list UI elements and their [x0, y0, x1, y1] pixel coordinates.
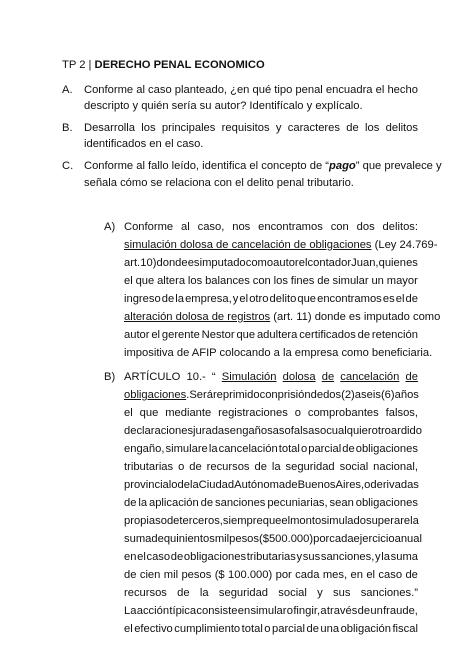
answer-a-line-3: [124, 256, 418, 270]
word: terceros,: [179, 515, 223, 527]
word: de: [285, 479, 298, 491]
word: sus: [333, 587, 351, 599]
question-b-line-2: identificados en el caso.: [84, 138, 204, 150]
word: reprimido: [212, 389, 260, 401]
word: y: [296, 551, 303, 563]
word: encuadra: [325, 84, 373, 96]
word: de: [317, 275, 330, 287]
word: art.: [124, 257, 141, 269]
word: fiscal: [392, 623, 418, 635]
word: otro: [371, 425, 391, 437]
word: parcial: [308, 443, 342, 455]
word: aplicación: [148, 497, 199, 509]
word: obligación: [340, 623, 391, 635]
word: en: [237, 605, 251, 617]
answer-b-line-13: [124, 586, 418, 600]
word: o: [160, 515, 167, 527]
word: fines: [290, 275, 315, 287]
word: sanciones.”: [360, 587, 418, 599]
word: acción: [136, 605, 170, 617]
word: de: [177, 587, 190, 599]
word: de: [189, 461, 202, 473]
question-b-label: B.: [62, 122, 73, 134]
word: Ciudad: [198, 479, 235, 491]
answer-b-line-9: [124, 514, 418, 528]
word: con: [330, 221, 349, 233]
word: engaño,: [124, 443, 165, 455]
word: obligaciones: [183, 551, 247, 563]
word: Simulación: [221, 371, 277, 383]
answer-a-line-5: [124, 292, 418, 306]
word: gerente: [161, 329, 200, 341]
word: de: [161, 293, 175, 305]
title-main: DERECHO PENAL ECONOMICO: [94, 59, 265, 71]
word: quien: [378, 257, 406, 269]
word: declaraciones: [124, 425, 194, 437]
word: o: [284, 425, 291, 437]
word: Juan,: [351, 257, 379, 269]
word: planteado,: [174, 84, 228, 96]
word: total: [278, 443, 300, 455]
word: y: [232, 293, 239, 305]
word: caso: [378, 569, 403, 581]
word: que: [236, 329, 256, 341]
word: simulado: [321, 515, 366, 527]
word: o: [364, 479, 371, 491]
word: por: [313, 533, 330, 545]
word: Buenos: [297, 479, 336, 491]
word: requisitos: [221, 122, 270, 134]
word: la: [381, 551, 390, 563]
word: Nestor: [201, 329, 235, 341]
question-c-line-2: señala cómo se relaciona con el delito penal tributario.: [84, 177, 354, 189]
word: que: [135, 275, 155, 287]
word: obligaciones: [355, 497, 418, 509]
answer-a-line-7: [124, 328, 418, 342]
word: simular: [250, 605, 287, 617]
word: seguridad: [218, 587, 269, 599]
word: cualquier: [326, 425, 372, 437]
word: o: [300, 443, 308, 455]
word: mil: [214, 533, 230, 545]
word: al: [136, 84, 145, 96]
word: al: [181, 221, 190, 233]
answer-a-line-6-rest: (art. 11) donde es imputado como: [270, 311, 441, 323]
word: el: [239, 293, 249, 305]
question-c-text-a: Conforme al fallo leído, identifica el concepto de “: [84, 160, 330, 172]
word: delito: [269, 293, 297, 305]
word: la: [175, 293, 184, 305]
word: es: [187, 257, 200, 269]
question-c-label: C.: [62, 160, 74, 172]
word: nos: [232, 221, 251, 233]
word: o: [264, 623, 271, 635]
word: otro: [249, 293, 269, 305]
answer-b-line-2-lead: [124, 388, 189, 402]
answer-b-line-2: [124, 388, 418, 402]
word: Conforme: [84, 84, 134, 96]
word: fingir,: [293, 605, 321, 617]
word: el: [375, 84, 385, 96]
word: sean: [329, 497, 354, 509]
word: principales: [161, 122, 216, 134]
word: ardid: [390, 425, 416, 437]
answer-a-underlined-2: alteración dolosa de registros: [124, 311, 271, 323]
word: encontramos: [258, 221, 323, 233]
answer-b-line-8: [124, 496, 418, 510]
word: provincial: [124, 479, 172, 491]
word: de: [166, 515, 180, 527]
word: nacional,: [373, 461, 418, 473]
word: pesos: [181, 569, 212, 581]
word: anual: [394, 533, 422, 545]
word: pesos: [229, 533, 259, 545]
word: el: [124, 407, 133, 419]
word: (2): [341, 389, 355, 401]
word: cada: [295, 569, 320, 581]
word: de: [177, 479, 190, 491]
word: ¿en: [230, 84, 250, 96]
title-prefix: TP 2 |: [62, 59, 95, 71]
word: que: [139, 407, 159, 419]
word: La: [124, 605, 137, 617]
word: una: [320, 623, 340, 635]
word: de: [357, 605, 371, 617]
word: Autónoma: [234, 479, 286, 491]
word: la: [271, 461, 281, 473]
word: o: [415, 425, 423, 437]
answer-a-label: A): [104, 221, 116, 233]
word: de: [124, 497, 137, 509]
word: engañosas: [229, 425, 285, 437]
word: en: [124, 551, 137, 563]
word: como: [245, 257, 274, 269]
word: o: [178, 461, 185, 473]
word: con: [252, 275, 271, 287]
word: ingreso: [124, 293, 161, 305]
word: el: [281, 515, 291, 527]
word: o: [171, 479, 178, 491]
answer-b-line-6: [124, 460, 418, 474]
word: ($: [214, 569, 225, 581]
answer-b-underlined-2: obligaciones: [124, 389, 187, 401]
word: falsos,: [385, 407, 418, 419]
word: autor: [273, 257, 299, 269]
word: de: [170, 551, 184, 563]
word: delitos:: [382, 221, 418, 233]
word: de: [310, 389, 324, 401]
word: sus: [302, 551, 321, 563]
document-title: [62, 58, 265, 72]
word: pecuniarias,: [267, 497, 328, 509]
word: con: [259, 389, 278, 401]
word: los: [187, 275, 203, 287]
word: Será: [189, 389, 213, 401]
word: la: [189, 479, 199, 491]
question-b-line-1: [84, 121, 418, 135]
word: seis: [361, 389, 381, 401]
answer-b-line-7: [124, 478, 418, 492]
word: seguridad: [285, 461, 335, 473]
word: el: [137, 551, 146, 563]
question-a-line-1: [84, 83, 418, 97]
answer-b-line-3: [124, 406, 418, 420]
word: “: [211, 371, 216, 383]
word: autor: [124, 329, 150, 341]
word: caracteres: [287, 122, 340, 134]
word: es: [406, 257, 418, 269]
word: total: [241, 623, 263, 635]
word: comprobantes: [307, 407, 379, 419]
answer-a-underlined-1: simulación dolosa de cancelación de obligaciones: [124, 239, 372, 251]
word: social: [278, 587, 307, 599]
word: la: [208, 443, 218, 455]
word: 10.-: [186, 371, 206, 383]
answer-a-line-1: [124, 220, 418, 234]
word: caso: [146, 551, 171, 563]
question-a-label: A.: [62, 84, 73, 96]
word: falsas: [290, 425, 320, 437]
word: penal: [295, 84, 323, 96]
question-a-line-2: descripto y quién sería su autor? Identifícalo y explícalo.: [84, 100, 363, 112]
word: mediante: [165, 407, 212, 419]
word: retención: [371, 329, 418, 341]
word: de: [124, 569, 137, 581]
word: sanciones,: [320, 551, 375, 563]
word: o: [319, 425, 327, 437]
word: certificados: [299, 329, 356, 341]
word: y: [317, 587, 323, 599]
answer-a-line-4: [124, 274, 418, 288]
word: o: [286, 605, 294, 617]
word: juradas: [193, 425, 230, 437]
word: sanciones: [215, 497, 266, 509]
answer-a-line-8: impositiva de AFIP colocando a la empresa como beneficiaria.: [124, 347, 433, 359]
word: parcial: [272, 623, 305, 635]
word: a: [354, 389, 362, 401]
word: dos: [323, 389, 342, 401]
answer-b-line-12: [124, 568, 418, 582]
answer-b-line-11: [124, 550, 418, 564]
question-c-text-b: ” que prevalece y: [355, 160, 442, 172]
word: superare: [365, 515, 411, 527]
word: y: [275, 122, 282, 134]
word: Desarrolla: [84, 122, 135, 134]
word: suma: [390, 551, 418, 563]
word: caso: [148, 84, 172, 96]
word: mes,: [322, 569, 348, 581]
word: fraude,: [383, 605, 418, 617]
word: caso,: [197, 221, 225, 233]
word: los: [365, 122, 380, 134]
word: de: [254, 461, 267, 473]
answer-a-line-2: [124, 238, 437, 252]
word: el: [395, 293, 405, 305]
word: ejercicio: [353, 533, 395, 545]
period: .: [186, 389, 190, 401]
word: (6): [380, 389, 395, 401]
word: imputado: [199, 257, 246, 269]
word: cancelación: [218, 443, 278, 455]
word: mil: [163, 569, 179, 581]
word: la: [199, 587, 209, 599]
word: consiste: [196, 605, 238, 617]
word: o: [294, 407, 301, 419]
word: el: [366, 569, 376, 581]
word: un: [371, 275, 384, 287]
word: ($: [258, 533, 269, 545]
word: un: [370, 605, 383, 617]
word: Conforme: [124, 221, 174, 233]
word: 500.000): [268, 533, 314, 545]
word: la: [138, 497, 148, 509]
word: el: [298, 257, 308, 269]
word: obligaciones: [355, 443, 418, 455]
word: cada: [329, 533, 354, 545]
word: través: [326, 605, 358, 617]
answer-b-line-15: [124, 622, 418, 636]
word: 10): [140, 257, 157, 269]
word: es: [382, 293, 395, 305]
word: prisión: [277, 389, 311, 401]
word: el: [124, 623, 133, 635]
word: la: [410, 515, 419, 527]
word: a: [320, 605, 327, 617]
word: dolosa: [282, 371, 316, 383]
word: tributarias: [246, 551, 296, 563]
word: de: [357, 329, 371, 341]
word: que: [262, 515, 282, 527]
word: empresa,: [185, 293, 232, 305]
word: balances: [205, 275, 250, 287]
word: los: [273, 275, 288, 287]
word: donde: [156, 257, 188, 269]
word: efectivo: [134, 623, 173, 635]
word: los: [141, 122, 156, 134]
word: que: [297, 293, 317, 305]
word: simulare: [165, 443, 208, 455]
word: años: [394, 389, 419, 401]
word: ARTÍCULO: [124, 371, 181, 383]
word: en: [350, 569, 363, 581]
word: de: [405, 371, 418, 383]
word: altera: [157, 275, 186, 287]
word: recursos: [124, 587, 167, 599]
word: 100.000): [228, 569, 273, 581]
answer-b-line-10: [124, 532, 422, 546]
word: de: [200, 497, 214, 509]
word: de: [151, 533, 164, 545]
answer-b-line-4: [124, 424, 423, 438]
word: propias: [124, 515, 161, 527]
word: de: [321, 371, 335, 383]
word: típica: [169, 605, 197, 617]
word: de: [405, 293, 418, 305]
word: registraciones: [218, 407, 288, 419]
word: quinientos: [163, 533, 215, 545]
word: social: [339, 461, 369, 473]
word: dos: [356, 221, 375, 233]
answer-b-label: B): [104, 371, 116, 383]
word: qué: [252, 84, 272, 96]
word: simular: [332, 275, 369, 287]
word: mayor: [386, 275, 418, 287]
word: tributarias: [124, 461, 174, 473]
word: suma: [124, 533, 152, 545]
question-c-pago: pago: [329, 160, 356, 172]
question-c-line-1: [84, 159, 442, 173]
word: por: [275, 569, 292, 581]
word: delitos: [385, 122, 418, 134]
word: de: [346, 122, 359, 134]
word: Aires,: [335, 479, 365, 491]
word: de: [306, 623, 319, 635]
word: monto: [290, 515, 322, 527]
word: y: [375, 551, 381, 563]
answer-b-line-14: [124, 604, 418, 618]
word: de: [405, 569, 418, 581]
word: hecho: [387, 84, 418, 96]
word: cancelación: [340, 371, 400, 383]
word: el: [124, 275, 133, 287]
word: encontramos: [317, 293, 382, 305]
word: recursos: [206, 461, 250, 473]
answer-a-line-2-rest: (Ley 24.769-: [371, 239, 438, 251]
word: siempre: [222, 515, 263, 527]
word: cien: [139, 569, 161, 581]
word: tipo: [274, 84, 293, 96]
answer-b-line-1: [124, 370, 418, 384]
word: adultera: [256, 329, 298, 341]
word: derivadas: [370, 479, 419, 491]
word: contador: [307, 257, 352, 269]
answer-b-line-5: [124, 442, 418, 456]
word: cumplimiento: [174, 623, 241, 635]
word: de: [342, 443, 355, 455]
word: el: [151, 329, 161, 341]
answer-a-line-6: [124, 310, 440, 324]
